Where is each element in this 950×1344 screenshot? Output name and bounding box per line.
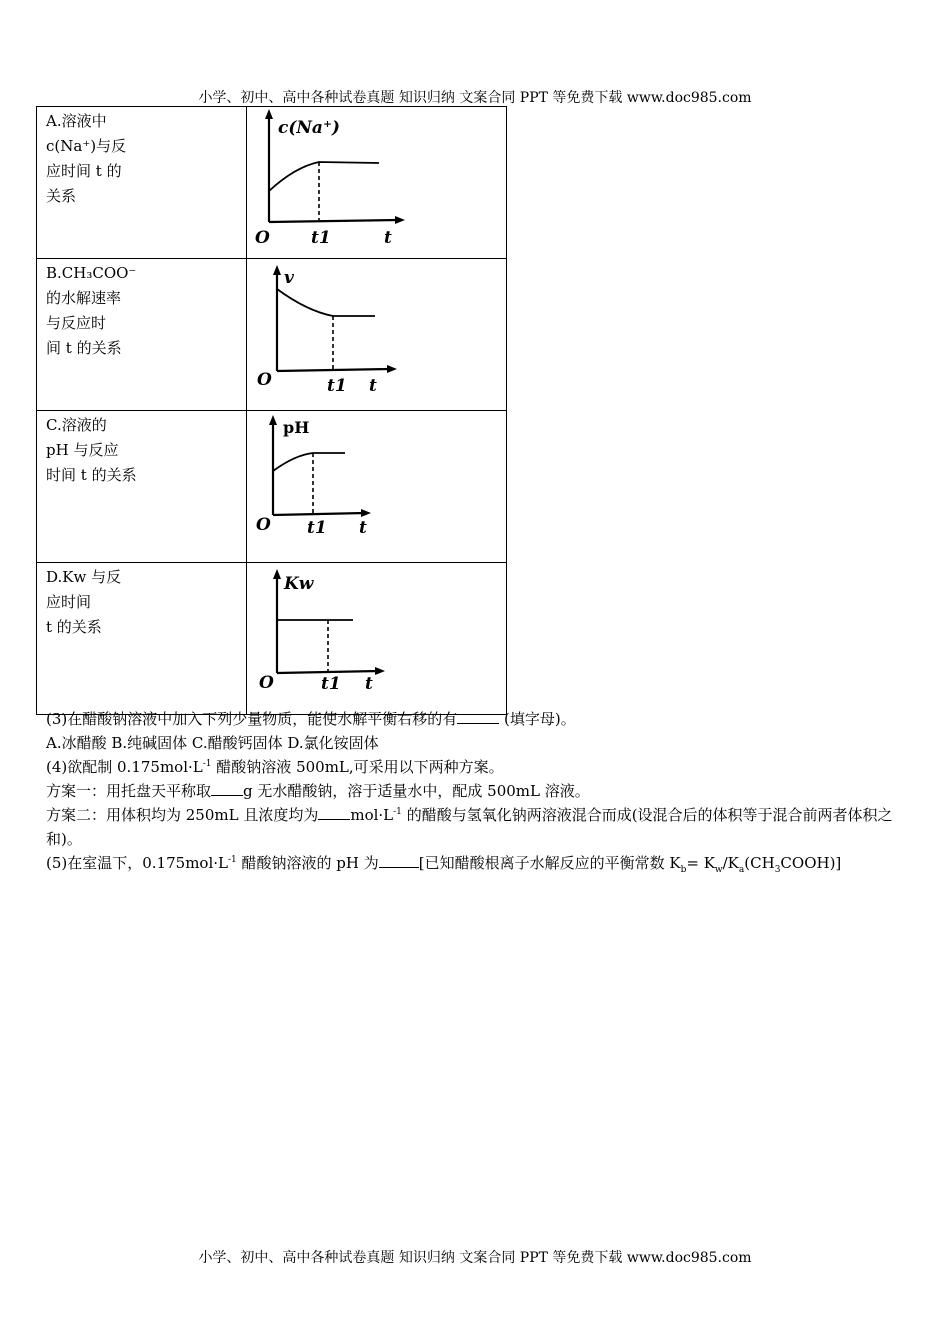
question-3-options: A.冰醋酸 B.纯碱固体 C.醋酸钙固体 D.氯化铵固体 <box>46 734 379 752</box>
option-c-label: C.溶液的 pH 与反应 时间 t 的关系 <box>37 411 247 563</box>
graph-c-origin: O <box>256 515 271 535</box>
option-b-label: B.CH₃COO⁻ 的水解速率 与反应时 间 t 的关系 <box>37 259 247 411</box>
graph-b-origin: O <box>257 370 272 390</box>
question-3: (3)在醋酸钠溶液中加入下列少量物质，能使水解平衡右移的有 (填字母)。 <box>46 707 926 731</box>
q5-answer-blank[interactable] <box>379 851 419 868</box>
graph-d-t1: t1 <box>321 674 341 694</box>
option-row-c <box>37 411 507 563</box>
option-d-label: D.Kw 与反 应时间 t 的关系 <box>37 563 247 715</box>
plan-1: 方案一：用托盘天平称取 g 无水醋酸钠，溶于适量水中，配成 500mL 溶液。 <box>46 779 926 803</box>
question-5: (5)在室温下，$0.175mol\cdot L^{-1}$ 醋酸钠溶液的 pH 为 [已知醋酸根离子水解反应的平衡常数 $K_b=$ $K_w/K_a(CH_3COOH)$] <box>46 851 926 875</box>
graph-a-t1: t1 <box>311 228 331 248</box>
graph-c-t1: t1 <box>307 518 327 538</box>
option-a-label: A.溶液中 c(Na⁺)与反 应时间 t 的 关系 <box>37 107 247 259</box>
graph-b-t1: t1 <box>327 376 347 396</box>
graph-b <box>247 259 507 411</box>
graph-b-ylabel: v <box>284 268 294 288</box>
option-row-a <box>37 107 507 259</box>
graph-c <box>247 411 507 563</box>
page-header: 小学、初中、高中各种试卷真题 知识归纳 文案合同 PPT 等免费下载 www.doc985.com <box>198 90 752 106</box>
page-footer: 小学、初中、高中各种试卷真题 知识归纳 文案合同 PPT 等免费下载 www.doc985.com <box>198 1250 752 1266</box>
graph-d-origin: O <box>259 673 274 693</box>
option-row-d <box>37 563 507 715</box>
graph-a <box>247 107 507 259</box>
graph-d-ylabel: Kw <box>284 574 314 594</box>
option-row-b <box>37 259 507 411</box>
graph-c-t: t <box>359 518 367 538</box>
plan-2: 方案二：用体积均为 250mL 且浓度均为 $mol\cdot L^{-1}$ 的醋酸与氢氧化钠两溶液混合而成(设混合后的体积等于混合前两者体积之和)。 <box>46 803 926 851</box>
graph-a-ylabel: c(Na⁺) <box>278 118 340 138</box>
graph-c-ylabel: pH <box>283 418 310 437</box>
graph-a-origin: O <box>255 228 270 248</box>
graph-a-t: t <box>384 228 392 248</box>
plan1-answer-blank[interactable] <box>211 779 243 796</box>
question-4: (4)欲配制 $0.175mol\cdot L^{-1}$ 醋酸钠溶液 500mL,可采用以下两种方案。 <box>46 758 504 776</box>
question-body <box>46 707 926 875</box>
plan2-answer-blank[interactable] <box>318 803 350 820</box>
q3-answer-blank[interactable] <box>457 707 499 724</box>
graph-d <box>247 563 507 715</box>
graph-b-t: t <box>369 376 377 396</box>
graph-d-t: t <box>365 674 373 694</box>
options-table <box>36 106 507 715</box>
